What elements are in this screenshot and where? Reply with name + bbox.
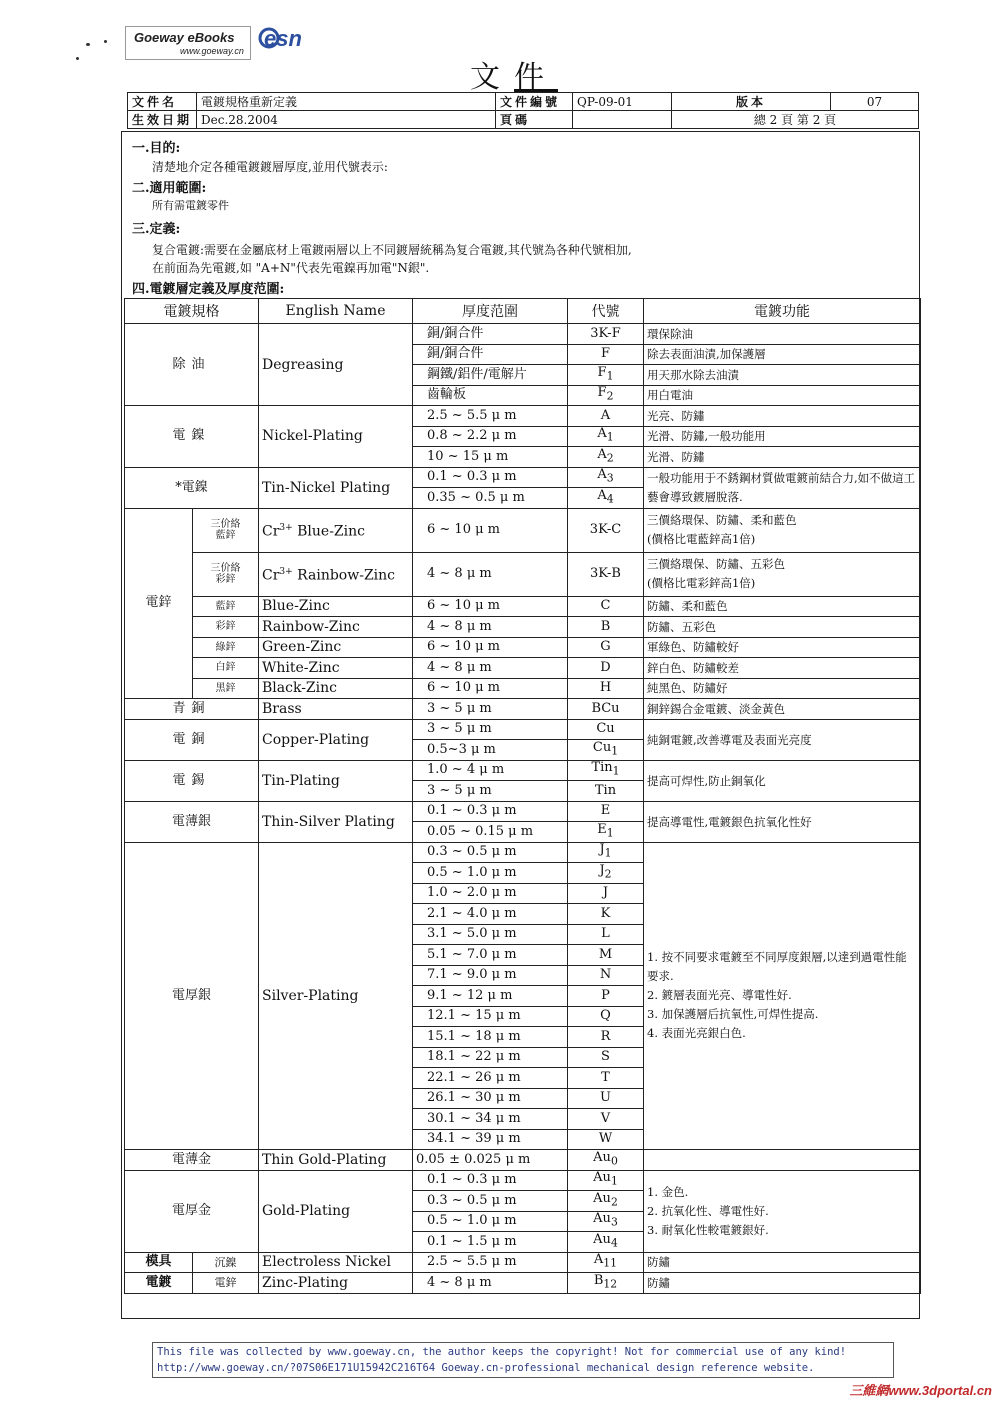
category-zinc: 電鋅 xyxy=(125,508,193,699)
english-cr-rainbow-zinc: $Cr^{3+}$ Rainbow-Zinc xyxy=(259,552,413,596)
table-row: 綠鋅 Green-Zinc 6 ~ 10 μ m G 軍綠色、防鏽較好 xyxy=(125,637,921,658)
table-row: 5.1 ~ 7.0 μ m M xyxy=(125,945,921,966)
table-row: 3.1 ~ 5.0 μ m L xyxy=(125,924,921,945)
category-mold: 模具 xyxy=(125,1252,193,1273)
table-row: 2.1 ~ 4.0 μ m K xyxy=(125,904,921,925)
table-row: 白鋅 White-Zinc 4 ~ 8 μ m D 鋅白色、防鏽較差 xyxy=(125,658,921,679)
table-row: 模具 沉鎳 Electroless Nickel 2.5 ~ 5.5 μ m $A_{11}$ 防鏽 xyxy=(125,1252,921,1273)
table-row: 青銅 Brass 3 ~ 5 μ m BCu 銅鋅錫合金電鍍、淡金黃色 xyxy=(125,699,921,720)
table-row: 電厚金 Gold-Plating 0.1 ~ 0.3 μ m $Au_1$ 1. 金色. 2. 抗氧化性、導電性好. 3. 耐氧化性較電鍍銀好. xyxy=(125,1170,921,1191)
table-row: 0.3 ~ 0.5 μ m $Au_2$ xyxy=(125,1191,921,1212)
table-row: 電鋅 三价絡 藍鋅 $Cr^{3+}$ Blue-Zinc 6 ~ 10 μ m 3K-C 三價絡環保、防鏽、柔和藍色 (價格比電藍鋅高1倍) xyxy=(125,508,921,552)
table-row: 10 ~ 15 μ m $A_2$ 光滑、防鏽 xyxy=(125,447,921,468)
page-label: 頁碼 xyxy=(496,111,573,129)
english-tin-nickel: Tin-Nickel Plating xyxy=(259,467,413,508)
col-header-spec: 電鍍規格 xyxy=(125,299,259,324)
table-row: 22.1 ~ 26 μ m T xyxy=(125,1068,921,1089)
table-row: 電薄金 Thin Gold-Plating 0.05 ± 0.025 μ m $Au_0$ xyxy=(125,1150,921,1171)
table-row: 銅/銅合件 F 除去表面油漬,加保護層 xyxy=(125,344,921,365)
col-header-thickness: 厚度范圍 xyxy=(413,299,568,324)
table-row: 12.1 ~ 15 μ m Q xyxy=(125,1006,921,1027)
category-copper: 電銅 xyxy=(125,719,259,760)
function-gold: 1. 金色. 2. 抗氧化性、導電性好. 3. 耐氧化性較電鍍銀好. xyxy=(644,1170,921,1252)
col-header-function: 電鍍功能 xyxy=(644,299,921,324)
publisher-logo xyxy=(125,26,251,60)
table-row: 三价絡 彩鋅 $Cr^{3+}$ Rainbow-Zinc 4 ~ 8 μ m 3K-B 三價絡環保、防鏽、五彩色 (價格比電彩鋅高1倍) xyxy=(125,552,921,596)
table-row: 電鎳 Nickel-Plating 2.5 ~ 5.5 μ m A 光亮、防鏽 xyxy=(125,406,921,427)
section-purpose: 一.目的: xyxy=(132,141,181,156)
table-row: 0.5~3 μ m $Cu_1$ xyxy=(125,740,921,761)
table-row: 齒輪板 $F_2$ 用白電油 xyxy=(125,385,921,406)
table-row: 1.0 ~ 2.0 μ m J xyxy=(125,883,921,904)
table-row: 電薄銀 Thin-Silver Plating 0.1 ~ 0.3 μ m E 提高導電性,電鍍銀色抗氧化性好 xyxy=(125,801,921,822)
table-row: 電鍍 電鋅 Zinc-Plating 4 ~ 8 μ m $B_{12}$ 防鏽 xyxy=(125,1273,921,1294)
version: 07 xyxy=(831,93,919,111)
table-row: 26.1 ~ 30 μ m U xyxy=(125,1088,921,1109)
category-tin-nickel: *電鎳 xyxy=(125,467,259,508)
category-brass: 青銅 xyxy=(125,699,259,720)
table-row: 除油 Degreasing 銅/銅合件 3K-F 環保除油 xyxy=(125,324,921,345)
sub-cr-rainbow: 三价絡 彩鋅 xyxy=(193,552,259,596)
category-tin: 電錫 xyxy=(125,760,259,801)
esn-logo-text: esn xyxy=(264,26,302,51)
table-row: 電厚銀 Silver-Plating 0.3 ~ 0.5 μ m $J_1$ 1. 按不同要求電鍍至不同厚度銀層,以達到過電性能要求. 2. 鍍層表面光亮、導電性好. 3. 加保護層后抗氧性,可焊性提高. 4. 表面光亮銀白色. xyxy=(125,842,921,863)
footer-line-1: This file was collected by www.goeway.cn, the author keeps the copyright! Not for commercial use of any kind! xyxy=(157,1346,847,1358)
category-thin-silver: 電薄銀 xyxy=(125,801,259,842)
table-row: 34.1 ~ 39 μ m W xyxy=(125,1129,921,1150)
table-row: 電銅 Copper-Plating 3 ~ 5 μ m Cu 純銅電鍍,改善導電及表面光亮度 xyxy=(125,719,921,740)
logo-title: Goeway eBooks xyxy=(134,30,235,45)
function-tin-nickel: 一般功能用于不銹鋼材質做電鍍前結合力,如不做這工藝會導致鍍層脫落. xyxy=(644,467,921,508)
table-row: 0.1 ~ 1.5 μ m $Au_4$ xyxy=(125,1232,921,1253)
col-header-english: English Name xyxy=(259,299,413,324)
purpose-text: 清楚地介定各種電鍍鍍層厚度,並用代號表示: xyxy=(152,160,388,174)
english-degreasing: Degreasing xyxy=(259,324,413,406)
section-definition: 三.定義: xyxy=(132,222,181,237)
file-number-label: 文件編號 xyxy=(496,93,573,111)
category-nickel: 電鎳 xyxy=(125,406,259,468)
english-cr-blue-zinc: $Cr^{3+}$ Blue-Zinc xyxy=(259,508,413,552)
category-degreasing: 除油 xyxy=(125,324,259,406)
table-row: 3 ~ 5 μ m Tin xyxy=(125,781,921,802)
table-row: 藍鋅 Blue-Zinc 6 ~ 10 μ m C 防鏽、柔和藍色 xyxy=(125,596,921,617)
english-nickel: Nickel-Plating xyxy=(259,406,413,468)
logo-url: www.goeway.cn xyxy=(180,46,244,56)
file-name: 電鍍規格重新定義 xyxy=(197,93,496,111)
footer-line-2: http://www.goeway.cn/?07S06E171U15942C216T64 Goeway.cn-professional mechanical design reference website. xyxy=(157,1362,815,1374)
function-silver: 1. 按不同要求電鍍至不同厚度銀層,以達到過電性能要求. 2. 鍍層表面光亮、導電性好. 3. 加保護層后抗氧性,可焊性提高. 4. 表面光亮銀白色. xyxy=(644,842,921,1150)
col-header-code: 代號 xyxy=(568,299,644,324)
esn-logo xyxy=(258,24,320,58)
category-thin-gold: 電薄金 xyxy=(125,1150,259,1171)
table-row: 0.5 ~ 1.0 μ m $Au_3$ xyxy=(125,1211,921,1232)
table-row: 0.8 ~ 2.2 μ m $A_1$ 光滑、防鏽,一般功能用 xyxy=(125,426,921,447)
effective-date-label: 生效日期 xyxy=(128,111,197,129)
file-name-label: 文件名 xyxy=(128,93,197,111)
table-row: 0.35 ~ 0.5 μ m $A_4$ xyxy=(125,488,921,509)
category-plating: 電鍍 xyxy=(125,1273,193,1294)
definition-text-1: 复合電鍍:需要在金屬底材上電鍍兩層以上不同鍍層統稱為复合電鍍,其代號為各种代號相加, xyxy=(152,243,632,257)
file-number: QP-09-01 xyxy=(573,93,672,111)
table-row: 0.5 ~ 1.0 μ m $J_2$ xyxy=(125,863,921,884)
copyright-footer xyxy=(152,1342,894,1378)
table-row: 18.1 ~ 22 μ m S xyxy=(125,1047,921,1068)
table-row: 黑鋅 Black-Zinc 6 ~ 10 μ m H 純黑色、防鏽好 xyxy=(125,678,921,699)
scan-speck xyxy=(86,43,90,46)
table-row: *電鎳 Tin-Nickel Plating 0.1 ~ 0.3 μ m $A_3$ 一般功能用于不銹鋼材質做電鍍前結合力,如不做這工藝會導致鍍層脫落. xyxy=(125,467,921,488)
definition-text-2: 在前面為先電鍍,如 "A+N"代表先電鎳再加電"N銀". xyxy=(152,261,430,275)
category-silver: 電厚銀 xyxy=(125,842,259,1150)
scan-speck xyxy=(104,40,107,43)
scope-text: 所有需電鍍零件 xyxy=(152,199,229,212)
version-label: 版本 xyxy=(672,93,831,111)
table-row: 鋼鐵/鋁件/電解片 $F_1$ 用天那水除去油漬 xyxy=(125,365,921,386)
table-row: 電錫 Tin-Plating 1.0 ~ 4 μ m Tin$_1$ 提高可焊性,防止銅氧化 xyxy=(125,760,921,781)
table-row: 0.05 ~ 0.15 μ m $E_1$ xyxy=(125,822,921,843)
document-title: 文件 xyxy=(470,60,558,95)
watermark: 三維網www.3dportal.cn xyxy=(849,1383,992,1398)
page-count: 總 2 頁 第 2 頁 xyxy=(672,111,919,129)
sub-cr-blue: 三价絡 藍鋅 xyxy=(193,508,259,552)
plating-spec-table xyxy=(124,298,921,1294)
document-header-table xyxy=(127,92,919,129)
effective-date: Dec.28.2004 xyxy=(197,111,496,129)
table-row: 30.1 ~ 34 μ m V xyxy=(125,1109,921,1130)
section-scope: 二.適用範圍: xyxy=(132,181,207,196)
table-row: 9.1 ~ 12 μ m P xyxy=(125,986,921,1007)
table-row: 7.1 ~ 9.0 μ m N xyxy=(125,965,921,986)
scan-speck xyxy=(76,57,79,60)
table-row: 15.1 ~ 18 μ m R xyxy=(125,1027,921,1048)
section-plating-definition: 四.電鍍層定義及厚度范圍: xyxy=(132,282,285,297)
category-gold: 電厚金 xyxy=(125,1170,259,1252)
table-row: 彩鋅 Rainbow-Zinc 4 ~ 8 μ m B 防鏽、五彩色 xyxy=(125,617,921,638)
